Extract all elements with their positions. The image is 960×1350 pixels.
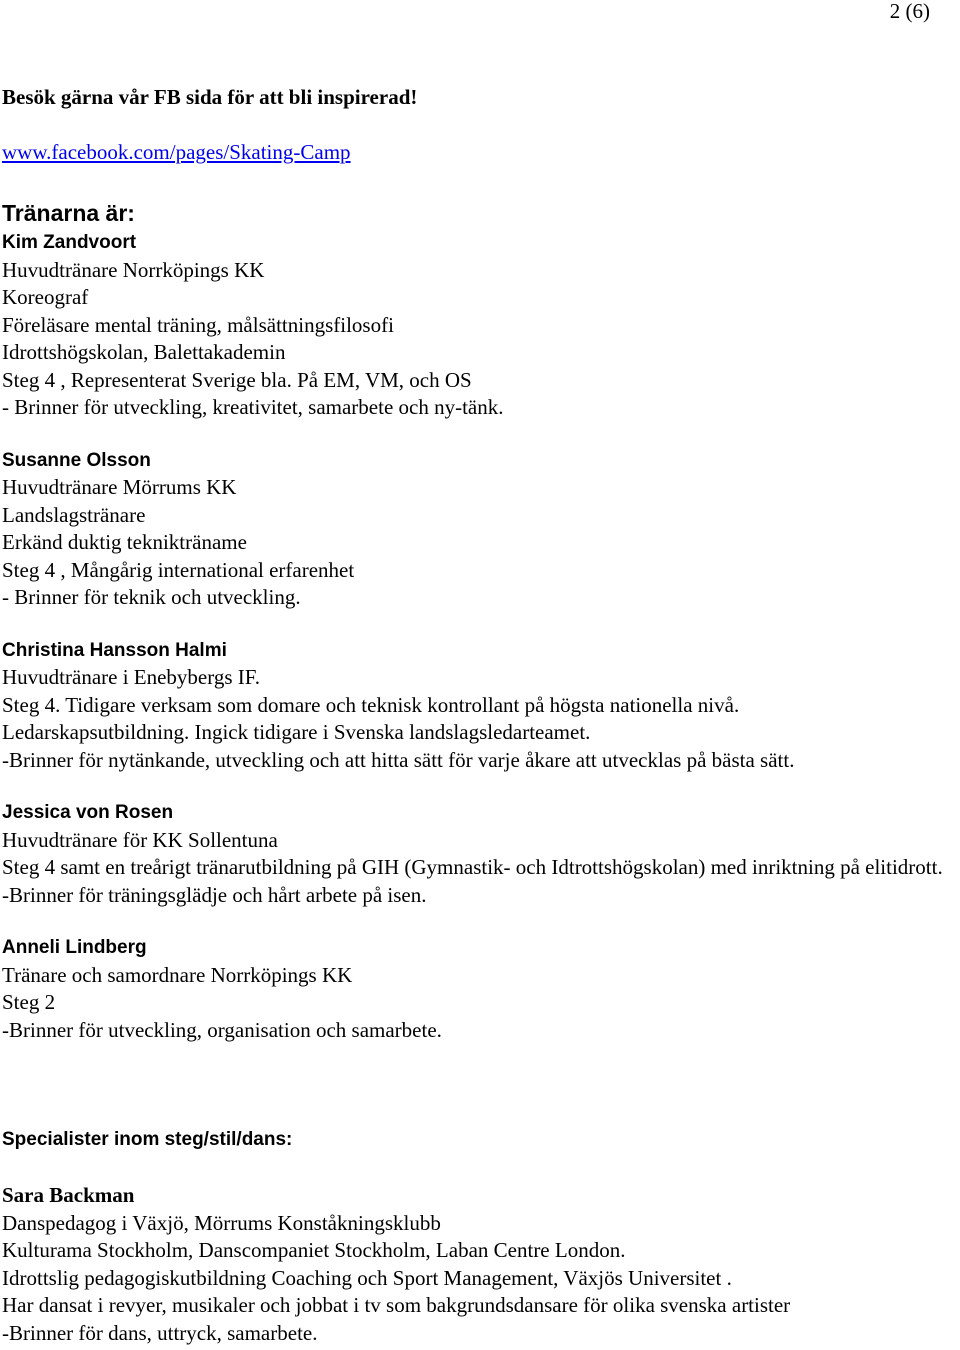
coach-detail: Tränare och samordnare Norrköpings KK — [2, 962, 353, 987]
coach-detail: Steg 4 , Representerat Sverige bla. På EM, VM, och OS — [2, 367, 472, 392]
coach-detail: Föreläsare mental träning, målsättningsfilosofi — [2, 312, 394, 337]
specialist-detail: -Brinner för dans, uttryck, samarbete. — [2, 1320, 318, 1345]
coach-detail: Steg 4 , Mångårig international erfarenhet — [2, 557, 355, 582]
intro-heading: Besök gärna vår FB sida för att bli inspirerad! — [2, 85, 418, 109]
coach-detail: Idrottshögskolan, Balettakademin — [2, 340, 286, 364]
coach-anneli-lindberg — [2, 934, 960, 1044]
coach-detail: Huvudtränare för KK Sollentuna — [2, 827, 278, 852]
specialists-heading: Specialister inom steg/stil/dans: — [2, 1129, 293, 1150]
coach-detail: - Brinner för teknik och utveckling. — [2, 585, 301, 609]
coach-detail: -Brinner för utveckling, organisation och samarbete. — [2, 1017, 442, 1042]
specialists-section — [2, 1126, 960, 1347]
specialist-name: Sara Backman — [2, 1183, 135, 1207]
coach-detail: Landslagstränare — [2, 502, 146, 527]
intro-section — [2, 84, 952, 166]
facebook-link[interactable]: www.facebook.com/pages/Skating-Camp — [2, 140, 351, 164]
coach-name: Kim Zandvoort — [2, 232, 137, 253]
specialist-detail: Danspedagog i Växjö, Mörrums Konståkningsklubb — [2, 1210, 441, 1235]
coaches-heading: Tränarna är: — [2, 200, 135, 226]
specialist-detail: Har dansat i revyer, musikaler och jobbat i tv som bakgrundsdansare för olika svenska artister — [2, 1293, 791, 1317]
coach-detail: Steg 4. Tidigare verksam som domare och teknisk kontrollant på högsta nationella nivå. — [2, 692, 740, 717]
coach-detail: Huvudtränare i Enebybergs IF. — [2, 665, 261, 689]
coach-jessica-von-rosen — [2, 799, 960, 909]
coach-detail: -Brinner för träningsglädje och hårt arbete på isen. — [2, 882, 427, 907]
coach-detail: -Brinner för nytänkande, utveckling och att hitta sätt för varje åkare att utvecklas på bästa sätt. — [2, 747, 795, 772]
coach-kim-zandvoort — [2, 229, 960, 422]
coach-name: Anneli Lindberg — [2, 937, 147, 958]
coach-detail: Erkänd duktig teknikträname — [2, 530, 247, 554]
coach-detail: Koreograf — [2, 285, 89, 309]
coach-detail: Huvudtränare Norrköpings KK — [2, 257, 265, 282]
coach-christina-hansson-halmi — [2, 637, 960, 775]
coach-detail: Ledarskapsutbildning. Ingick tidigare i Svenska landslagsledarteamet. — [2, 720, 591, 744]
coach-name: Jessica von Rosen — [2, 802, 174, 823]
coaches-section — [2, 197, 960, 1044]
coach-detail: Huvudtränare Mörrums KK — [2, 475, 237, 499]
specialist-detail: Kulturama Stockholm, Danscompaniet Stockholm, Laban Centre London. — [2, 1238, 626, 1262]
coach-name: Christina Hansson Halmi — [2, 639, 227, 661]
specialist-detail: Idrottslig pedagogiskutbildning Coaching och Sport Management, Växjös Universitet . — [2, 1265, 732, 1290]
coach-susanne-olsson — [2, 447, 960, 612]
page-number: 2 (6) — [889, 0, 930, 23]
coach-detail: Steg 2 — [2, 990, 56, 1014]
coach-name: Susanne Olsson — [2, 449, 151, 471]
coach-detail: Steg 4 samt en treårigt tränarutbildning på GIH (Gymnastik- och Idtrottshögskolan) med inriktning på elitidrott. — [2, 855, 943, 879]
coach-detail: - Brinner för utveckling, kreativitet, samarbete och ny-tänk. — [2, 395, 504, 419]
